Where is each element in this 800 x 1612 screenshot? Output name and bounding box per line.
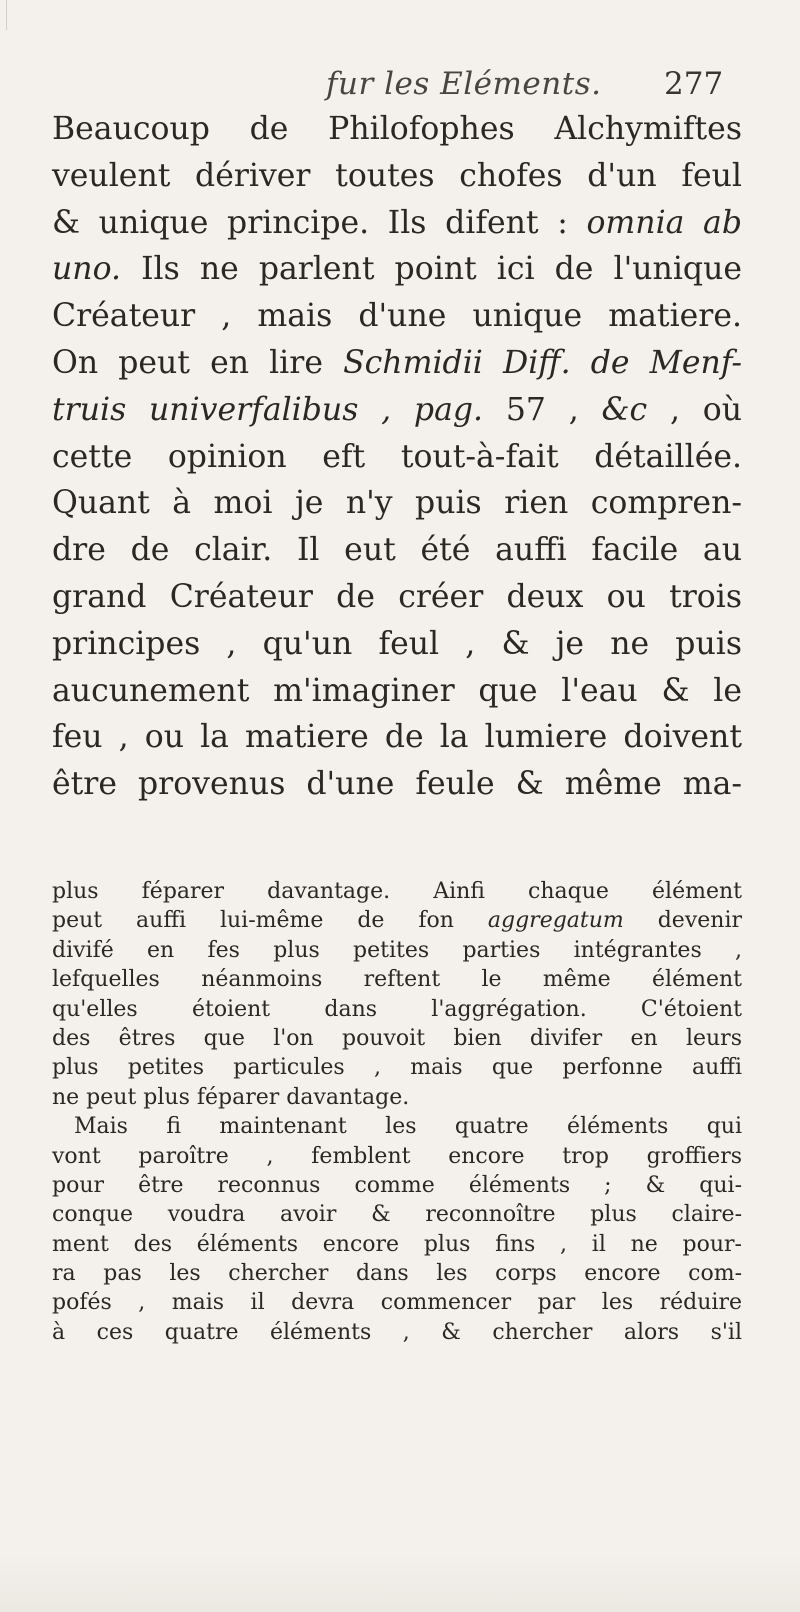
note-text-line-6 <box>52 1024 742 1053</box>
text-run: plus petites particules , mais que perfonne auffi <box>52 1055 742 1081</box>
text-run: devenir <box>623 908 742 934</box>
note-text-line-14 <box>52 1259 742 1288</box>
text-run: Créateur , mais d'une unique matiere. <box>52 298 742 335</box>
text-run: uno. <box>52 251 121 288</box>
main-text-line-2 <box>52 153 742 200</box>
note-text-line-15 <box>52 1288 742 1317</box>
note-text-line-16 <box>52 1318 742 1347</box>
text-run: pour être reconnus comme éléments ; & qui- <box>52 1172 742 1198</box>
main-text-line-3 <box>52 200 742 247</box>
text-run: pofés , mais il devra commencer par les réduire <box>52 1290 742 1316</box>
text-run: divifé en fes plus petites parties intégrantes , <box>52 937 742 963</box>
text-run: Beaucoup de Philofophes Alchymiftes <box>52 111 742 147</box>
main-text-line-8 <box>52 434 742 481</box>
main-text-line-12 <box>52 621 742 668</box>
text-run: Mais fi maintenant les quatre éléments qui <box>74 1114 742 1140</box>
text-run: dre de clair. Il eut été auffi facile au <box>52 532 742 569</box>
note-text-line-10 <box>52 1142 742 1171</box>
text-run: feu , ou la matiere de la lumiere doivent <box>52 719 742 756</box>
text-run: vont paroître , femblent encore trop groffiers <box>52 1143 742 1169</box>
main-text-line-6 <box>52 340 742 387</box>
text-run: qu'elles étoient dans l'aggrégation. C'étoient <box>52 996 742 1022</box>
text-run: Ils ne parlent point ici de l'unique <box>121 251 742 288</box>
text-run: Schmidii Diff. de Menf- <box>343 344 742 381</box>
text-run: conque voudra avoir & reconnoître plus claire- <box>52 1202 742 1228</box>
text-run: ne peut plus féparer davantage. <box>52 1084 410 1110</box>
text-run: à ces quatre éléments , & chercher alors s'il <box>52 1319 742 1345</box>
main-text-line-7 <box>52 387 742 434</box>
text-run: plus féparer davantage. Ainfi chaque élément <box>52 879 742 904</box>
text-run: &c <box>601 391 648 428</box>
note-text-block <box>52 877 742 1347</box>
note-text-line-12 <box>52 1200 742 1229</box>
text-run: aucunement m'imaginer que l'eau & le <box>52 672 742 709</box>
text-run: aggregatum <box>487 908 624 934</box>
page-edge-mark <box>6 0 13 30</box>
text-run: ment des éléments encore plus fins , il ne pour- <box>52 1231 742 1257</box>
main-text-line-10 <box>52 527 742 574</box>
note-text-line-9 <box>52 1112 742 1141</box>
main-text-line-1 <box>52 106 742 153</box>
note-text-line-1 <box>52 877 742 906</box>
text-run: principes , qu'un feul , & je ne puis <box>52 625 742 662</box>
page-number: 277 <box>664 66 724 102</box>
note-text-line-8 <box>52 1083 742 1112</box>
text-run: grand Créateur de créer deux ou trois <box>52 578 742 615</box>
note-text-line-3 <box>52 936 742 965</box>
text-run: des êtres que l'on pouvoit bien divifer en leurs <box>52 1025 742 1051</box>
text-run: , où <box>647 391 743 428</box>
text-run: cette opinion eft tout-à-fait détaillée. <box>52 438 742 475</box>
main-text-line-15 <box>52 761 742 808</box>
text-run: omnia ab <box>586 204 743 241</box>
text-run: peut auffi lui-même de fon <box>52 908 488 934</box>
note-text-line-2 <box>52 906 742 935</box>
text-run: ra pas les chercher dans les corps encore com- <box>52 1261 742 1287</box>
text-run: veulent dériver toutes chofes d'un feul <box>52 157 742 194</box>
text-run: Quant à moi je n'y puis rien compren- <box>52 485 742 522</box>
page-shadow <box>0 1552 800 1612</box>
text-run: 57 , <box>483 391 602 428</box>
note-text-line-5 <box>52 995 742 1024</box>
main-text-block <box>52 106 742 808</box>
note-text-line-13 <box>52 1230 742 1259</box>
main-text-line-5 <box>52 293 742 340</box>
note-text-line-4 <box>52 965 742 994</box>
main-text-line-4 <box>52 246 742 293</box>
running-title: fur les Eléments. <box>326 66 602 102</box>
main-text-line-13 <box>52 668 742 715</box>
note-text-line-7 <box>52 1053 742 1082</box>
text-run: truis univerfalibus , pag. <box>52 391 484 428</box>
text-run: lefquelles néanmoins reftent le même élément <box>52 967 742 993</box>
note-text-line-11 <box>52 1171 742 1200</box>
main-text-line-14 <box>52 714 742 761</box>
main-text-line-11 <box>52 574 742 621</box>
text-run: être provenus d'une feule & même ma- <box>52 766 742 803</box>
text-run: & unique principe. Ils difent : <box>52 204 587 241</box>
text-run: On peut en lire <box>52 344 344 381</box>
main-text-line-9 <box>52 480 742 527</box>
